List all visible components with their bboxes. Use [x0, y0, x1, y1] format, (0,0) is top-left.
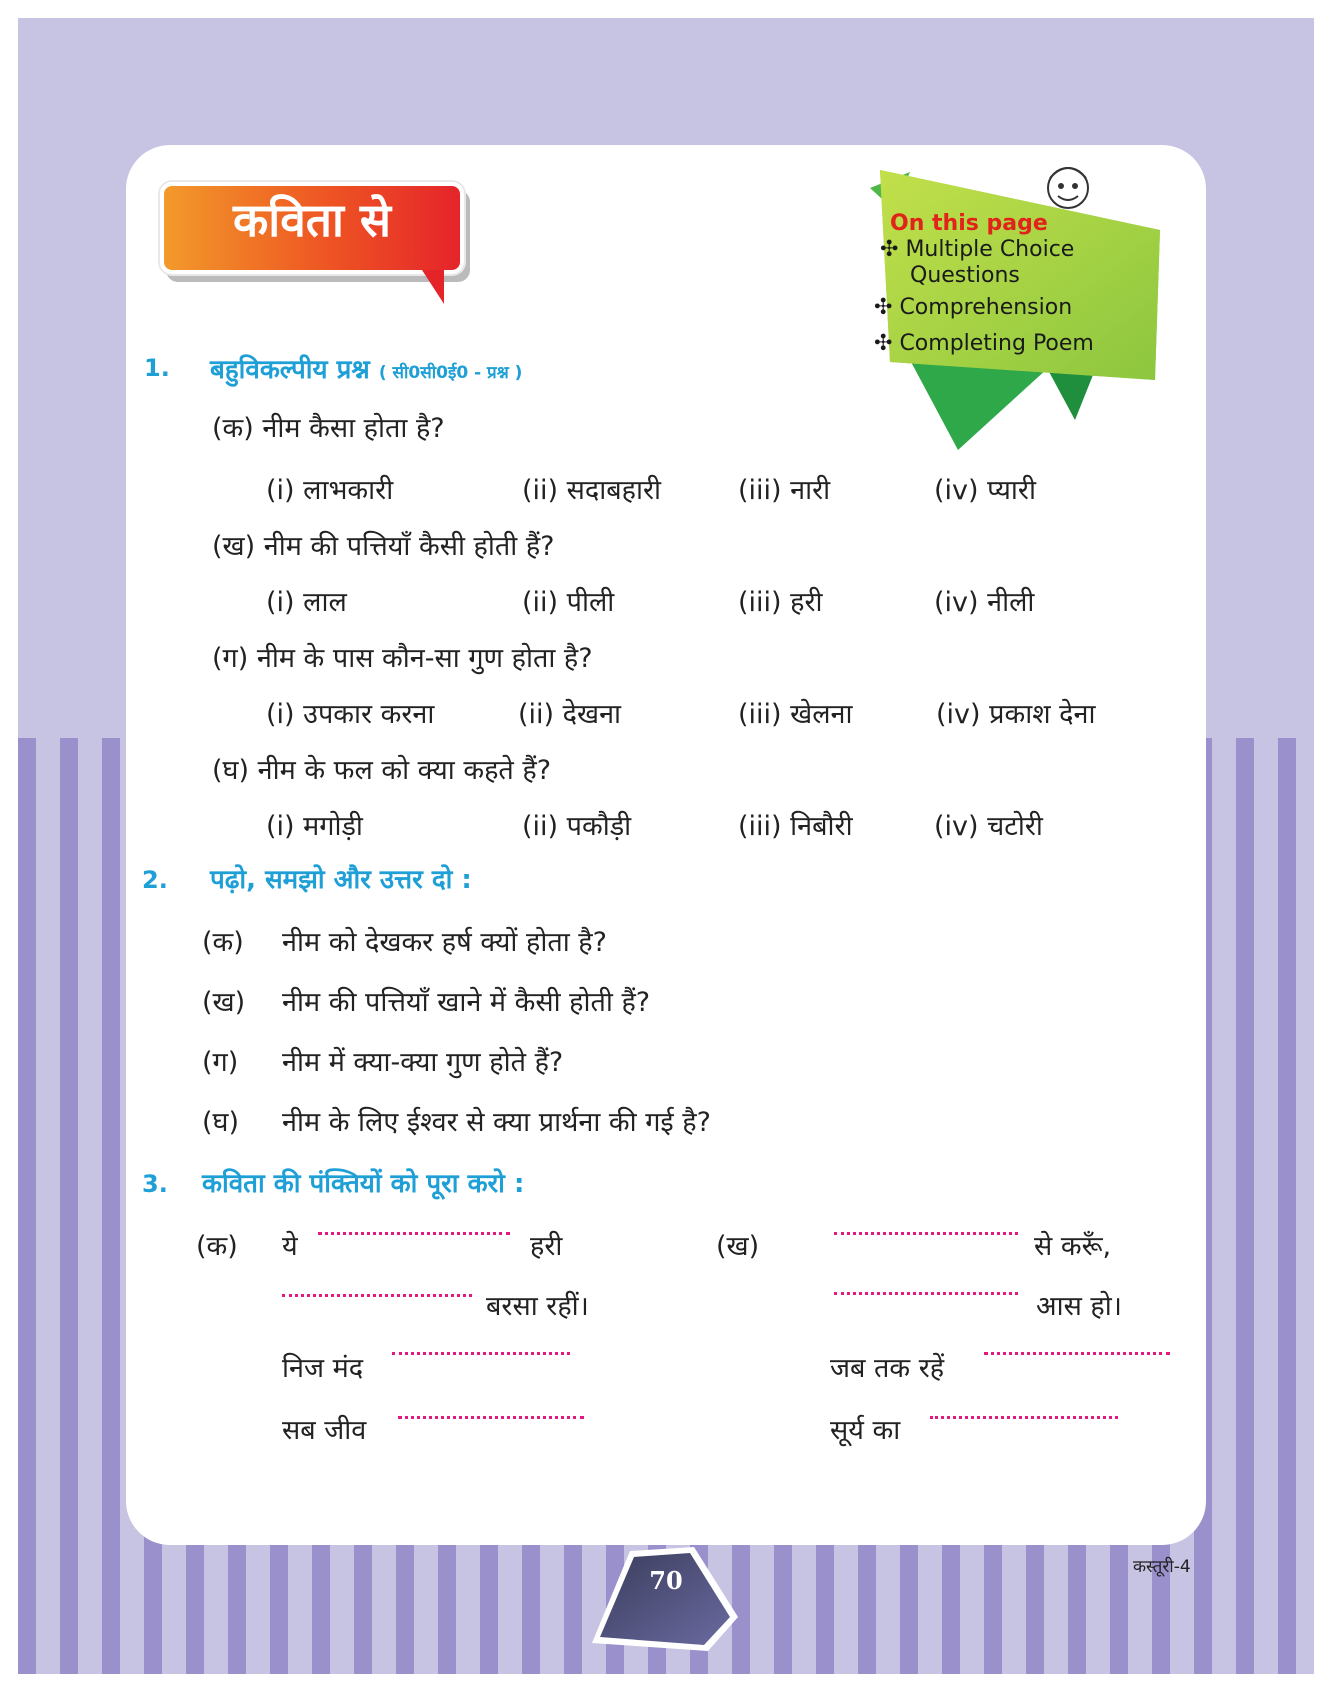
ribbon-item: Comprehension [899, 295, 1073, 320]
fill-label: (ख) [716, 1231, 760, 1262]
mcq-option: (iv) नीली [934, 587, 1035, 618]
question-text: नीम में क्या-क्या गुण होते हैं? [282, 1047, 564, 1078]
mcq-option: (iii) नारी [738, 475, 831, 506]
mcq-option: (ii) पकौड़ी [522, 811, 632, 842]
page-number: 70 [649, 1566, 683, 1595]
fill-text: से करूँ, [1034, 1231, 1112, 1262]
fill-blank[interactable] [984, 1352, 1170, 1355]
question-text: नीम के लिए ईश्वर से क्या प्रार्थना की गई है? [282, 1107, 711, 1138]
question-label: (ख) [202, 987, 246, 1018]
fill-text: सब जीव [282, 1415, 367, 1446]
fill-text: ये [282, 1231, 298, 1262]
fill-blank[interactable] [930, 1416, 1118, 1419]
mcq-option: (i) मगोड़ी [266, 811, 363, 842]
mcq-option: (iv) प्रकाश देना [936, 699, 1096, 730]
mcq-question: (ख) नीम की पत्तियाँ कैसी होती हैं? [212, 531, 555, 562]
fill-text: हरी [530, 1231, 563, 1262]
on-this-page-ribbon [860, 150, 1180, 450]
fill-text: जब तक रहें [830, 1353, 945, 1384]
mcq-option: (ii) सदाबहारी [522, 475, 662, 506]
fill-blank[interactable] [282, 1294, 472, 1297]
svg-text:✣ Multiple Choice: ✣ Multiple Choice [880, 237, 1075, 262]
mcq-option: (iv) चटोरी [934, 811, 1043, 842]
mcq-option: (iii) खेलना [738, 699, 853, 730]
section1-number: 1. [144, 354, 170, 382]
mcq-option: (iv) प्यारी [934, 475, 1036, 506]
section3-number: 3. [142, 1170, 168, 1198]
question-label: (क) [202, 927, 244, 958]
fill-text: बरसा रहीं। [486, 1291, 589, 1322]
mcq-option: (iii) हरी [738, 587, 823, 618]
mcq-option: (ii) पीली [522, 587, 615, 618]
fill-text: आस हो। [1036, 1291, 1122, 1322]
fill-label: (क) [196, 1231, 238, 1262]
ribbon-item: Questions [910, 263, 1020, 288]
fill-blank[interactable] [834, 1232, 1018, 1235]
mcq-question: (ग) नीम के पास कौन-सा गुण होता है? [212, 643, 593, 674]
mcq-option: (i) लाल [266, 587, 347, 618]
fill-text: निज मंद [282, 1353, 364, 1384]
svg-text:✣ Comprehension: ✣ Comprehension [874, 295, 1073, 320]
mcq-option: (iii) निबौरी [738, 811, 853, 842]
section2-number: 2. [142, 866, 168, 894]
footer-book-title: कस्तूरी-4 [1133, 1557, 1191, 1577]
cartoon-face-icon [1048, 168, 1088, 208]
heading-title: कविता से [232, 193, 392, 247]
section3-title: कविता की पंक्तियों को पूरा करो : [202, 1169, 525, 1199]
heading-badge [160, 182, 480, 312]
section1-title: बहुविकल्पीय प्रश्न ( सी0सी0ई0 - प्रश्न ) [210, 355, 523, 385]
question-label: (ग) [202, 1047, 239, 1078]
mcq-question: (क) नीम कैसा होता है? [212, 413, 445, 444]
question-label: (घ) [202, 1107, 240, 1138]
fill-blank[interactable] [392, 1352, 570, 1355]
ribbon-title: On this page [890, 211, 1048, 236]
mcq-option: (ii) देखना [518, 699, 622, 730]
page-number-badge [590, 1545, 740, 1655]
question-text: नीम को देखकर हर्ष क्यों होता है? [282, 927, 607, 958]
section2-title: पढ़ो, समझो और उत्तर दो : [210, 865, 472, 895]
mcq-option: (i) उपकार करना [266, 699, 435, 730]
fill-blank[interactable] [834, 1292, 1018, 1295]
svg-text:✣ Completing Poem: ✣ Completing Poem [874, 331, 1094, 356]
ribbon-item: Multiple Choice [905, 237, 1075, 262]
fill-blank[interactable] [398, 1416, 584, 1419]
fill-text: सूर्य का [830, 1415, 901, 1446]
question-text: नीम की पत्तियाँ खाने में कैसी होती हैं? [282, 987, 651, 1018]
fill-blank[interactable] [318, 1232, 510, 1235]
mcq-option: (i) लाभकारी [266, 475, 394, 506]
ribbon-item: Completing Poem [899, 331, 1094, 356]
mcq-question: (घ) नीम के फल को क्या कहते हैं? [212, 755, 552, 786]
section1-subtitle: ( सी0सी0ई0 - प्रश्न ) [378, 363, 523, 383]
